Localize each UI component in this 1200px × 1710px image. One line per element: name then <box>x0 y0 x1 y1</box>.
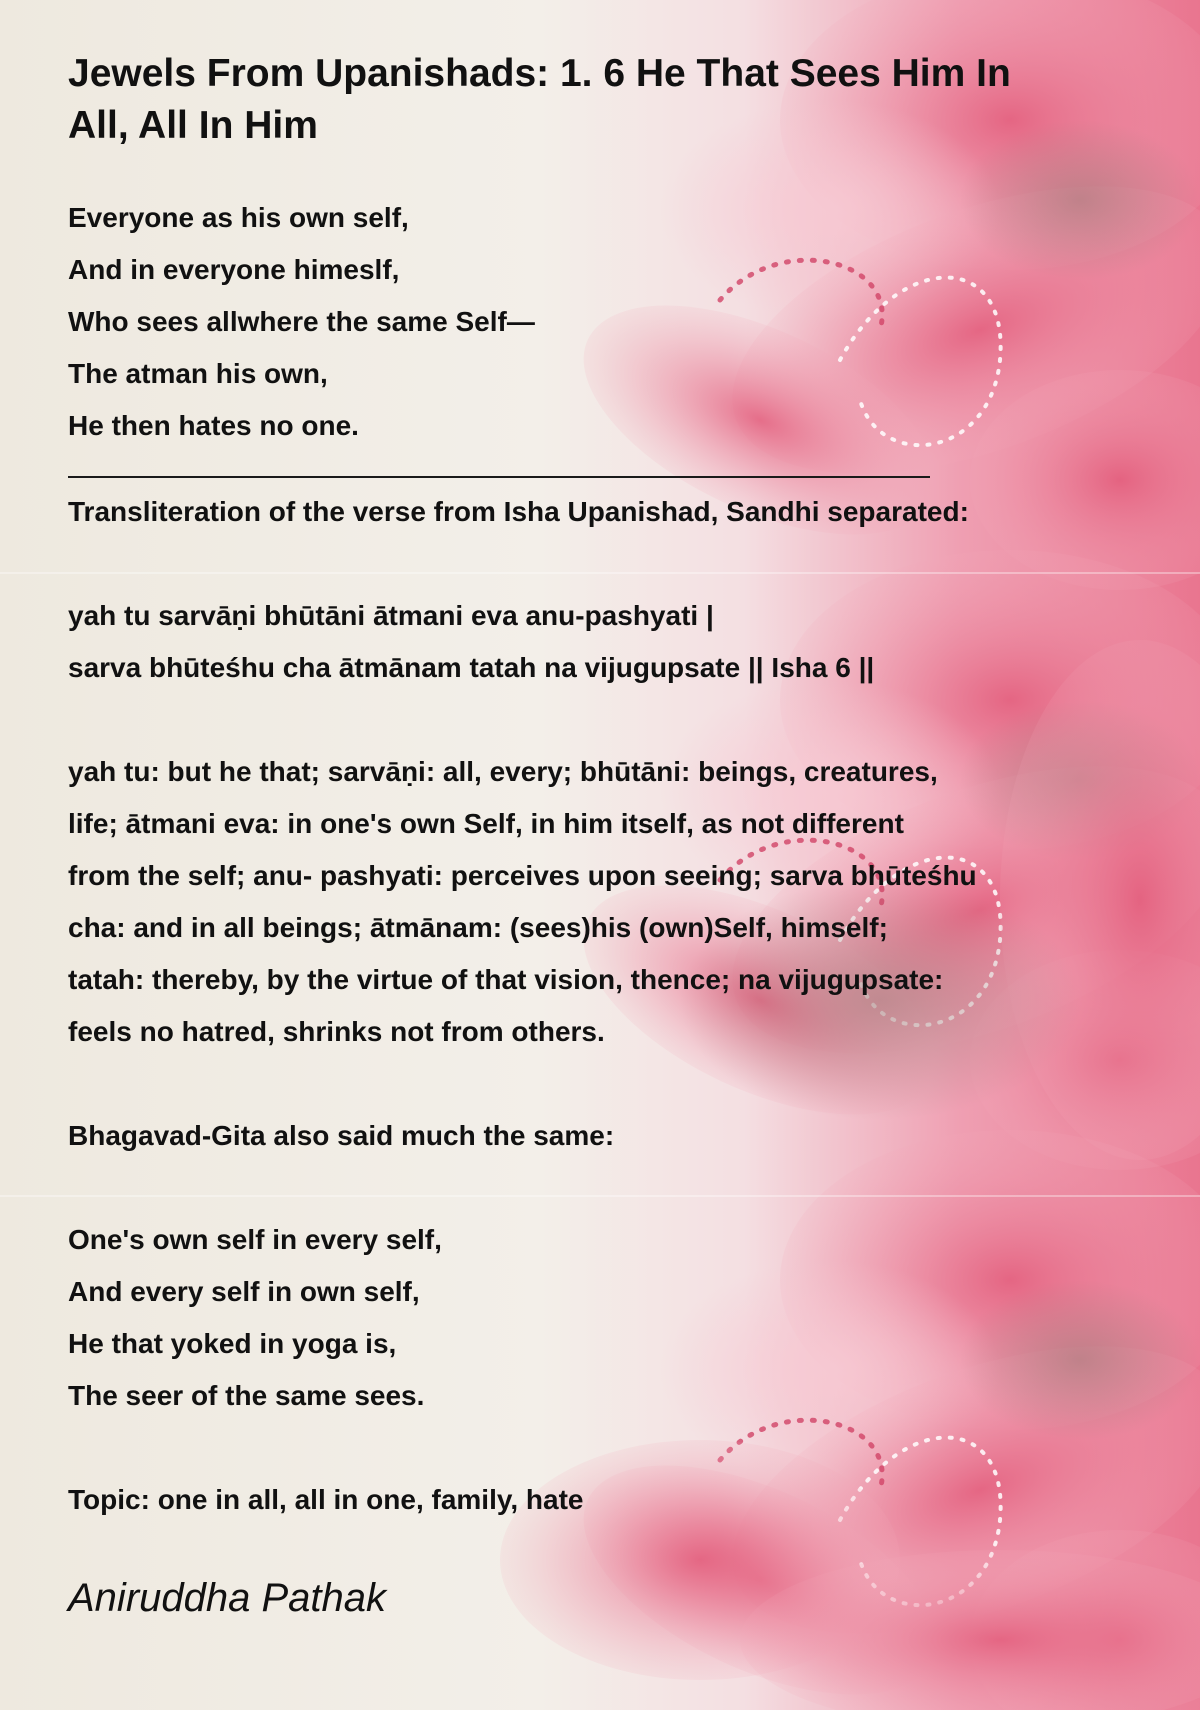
glossary-line: from the self; anu- pashyati: perceives upon seeing; sarva bhūteśhu <box>68 860 977 891</box>
stanza-line: The atman his own, <box>68 358 328 389</box>
transliteration-heading: Transliteration of the verse from Isha Upanishad, Sandhi separated: <box>68 496 969 527</box>
transliteration-section <box>68 486 1158 1526</box>
gita-heading: Bhagavad-Gita also said much the same: <box>68 1120 615 1151</box>
spacer <box>68 152 1158 192</box>
stanza-1 <box>68 192 1158 452</box>
stanza-line: And every self in own self, <box>68 1276 420 1307</box>
verse-line: yah tu sarvāṇi bhūtāni ātmani eva anu-pashyati | <box>68 600 714 631</box>
spacer <box>68 538 1158 590</box>
stanza-line: And in everyone himeslf, <box>68 254 400 285</box>
glossary-line: cha: and in all beings; ātmānam: (sees)his (own)Self, himself; <box>68 912 888 943</box>
glossary-line: feels no hatred, shrinks not from others. <box>68 1016 605 1047</box>
stanza-line: He that yoked in yoga is, <box>68 1328 397 1359</box>
poem-title: Jewels From Upanishads: 1. 6 He That Sees Him In All, All In Him <box>68 52 1011 147</box>
glossary-line: life; ātmani eva: in one's own Self, in him itself, as not different <box>68 808 904 839</box>
stanza-line: He then hates no one. <box>68 410 359 441</box>
author-name: Aniruddha Pathak <box>68 1576 387 1620</box>
poem-content <box>68 48 1158 1624</box>
divider-line <box>68 476 930 478</box>
glossary-line: tatah: thereby, by the virtue of that vision, thence; na vijugupsate: <box>68 964 944 995</box>
spacer <box>68 694 1158 746</box>
spacer <box>68 1422 1158 1474</box>
stanza-line: The seer of the same sees. <box>68 1380 425 1411</box>
topic-line: Topic: one in all, all in one, family, hate <box>68 1484 584 1515</box>
stanza-line: One's own self in every self, <box>68 1224 442 1255</box>
spacer <box>68 1058 1158 1110</box>
verse-line: sarva bhūteśhu cha ātmānam tatah na vijugupsate || Isha 6 || <box>68 652 875 683</box>
stanza-line: Who sees allwhere the same Self— <box>68 306 535 337</box>
glossary-line: yah tu: but he that; sarvāṇi: all, every; bhūtāni: beings, creatures, <box>68 756 938 787</box>
stanza-line: Everyone as his own self, <box>68 202 409 233</box>
spacer <box>68 1162 1158 1214</box>
